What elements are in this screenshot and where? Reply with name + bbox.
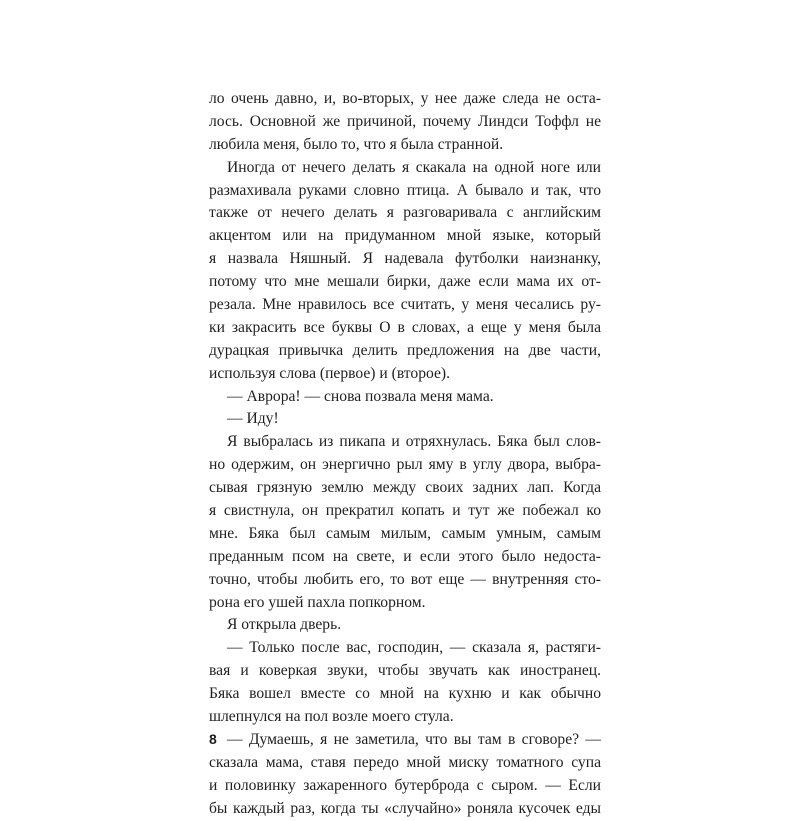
text-line: я свистнула, он прекратил копать и тут же побежал ко — [209, 502, 601, 520]
text-line: акцентом или на придуманном мной языке, который — [209, 227, 601, 245]
text-line: используя слова (первое) и (второе). — [209, 364, 451, 382]
text-line: вая и коверкая звуки, чтобы звучать как иностранец. — [209, 662, 601, 680]
text-line: ло очень давно, и, во-вторых, у нее даже следа не оста- — [209, 90, 601, 107]
text-line: и половинку зажаренного бутерброда с сыром. — Если — [209, 776, 601, 794]
body-text — [209, 88, 601, 821]
text-line: Иногда от нечего делать я скакала на одной ноге или — [227, 158, 601, 176]
text-line: — Аврора! — снова позвала меня мама. — [227, 387, 494, 405]
page-number: 8 — [209, 731, 217, 747]
text-line: Бяка вошел вместе со мной на кухню и как обычно — [209, 685, 601, 703]
text-line: потому что мне мешали бирки, даже если мама их от- — [209, 273, 601, 291]
text-line: — Думаешь, я не заметила, что вы там в сговоре? — — [227, 730, 601, 748]
text-line: сказала мама, ставя передо мной миску томатного супа — [209, 753, 601, 771]
text-line: точно, чтобы любить его, то вот еще — внутренняя сто- — [209, 570, 601, 588]
text-line: я назвала Няшный. Я надевала футболки наизнанку, — [209, 250, 601, 268]
text-line: — Только после вас, господин, — сказала я, растяги- — [227, 639, 601, 657]
text-line: мне. Бяка был самым милым, самым умным, самым — [209, 524, 601, 542]
text-line: Я открыла дверь. — [227, 616, 342, 634]
text-line: лось. Основной же причиной, почему Линдси Тоффл не — [209, 112, 601, 130]
text-line: шлепнулся на пол возле моего стула. — [209, 708, 454, 726]
text-line: но одержим, он энергично рыл яму в углу двора, выбра- — [209, 456, 601, 474]
text-line: дурацкая привычка делить предложения на две части, — [209, 341, 601, 359]
text-line: также от нечего делать я разговаривала с английским — [209, 204, 601, 222]
text-line: Я выбралась из пикапа и отряхнулась. Бяка был слов- — [227, 433, 601, 451]
text-line: рона его ушей пахла попкорном. — [209, 593, 426, 611]
text-line: размахивала руками словно птица. А бывало и так, что — [209, 181, 601, 199]
text-line: ки закрасить все буквы О в словах, а еще у меня была — [209, 318, 601, 336]
text-line: любила меня, было то, что я была странной. — [209, 135, 504, 153]
text-line: преданным псом на свете, и если этого было недоста- — [209, 547, 601, 565]
text-line: сывая грязную землю между своих задних лап. Когда — [209, 479, 601, 497]
text-line: резала. Мне нравилось все считать, у меня чесались ру- — [209, 296, 601, 314]
text-line: — Иду! — [227, 410, 279, 428]
text-line: бы каждый раз, когда ты «случайно» роняла кусочек еды — [209, 799, 601, 817]
